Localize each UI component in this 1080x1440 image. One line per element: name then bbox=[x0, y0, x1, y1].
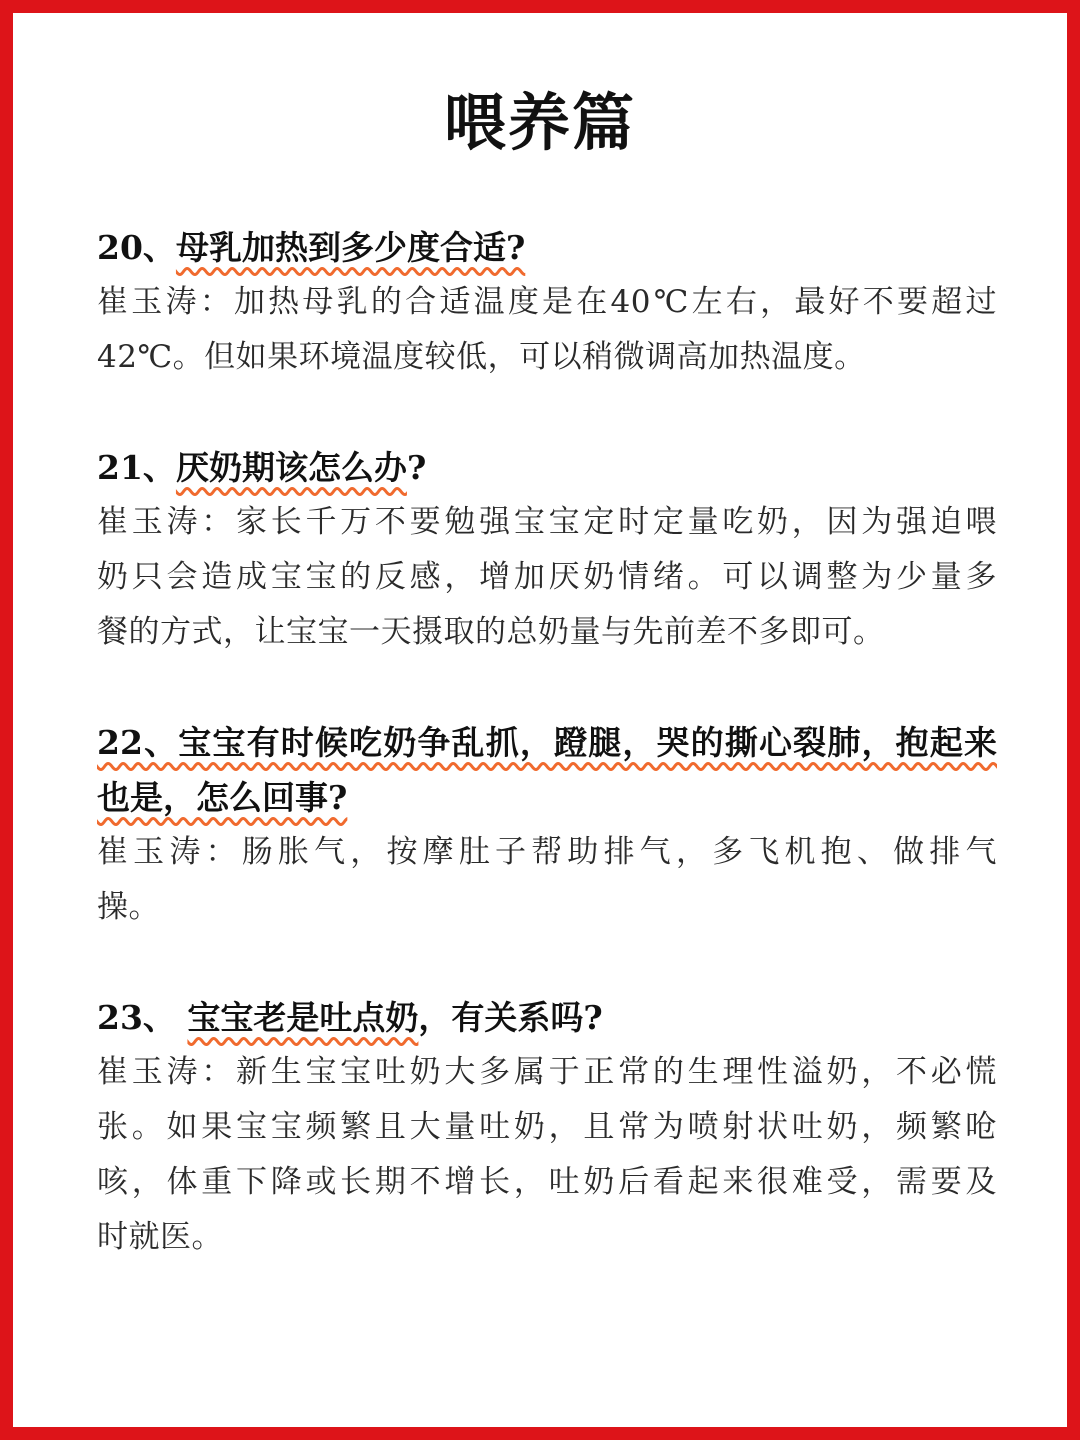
question-highlight: 也是，怎么回事? bbox=[97, 778, 348, 817]
question-21 bbox=[97, 440, 997, 495]
question-number: 23、 bbox=[97, 998, 188, 1037]
qa-item-23 bbox=[97, 990, 997, 1265]
answer-line: 42℃。但如果环境温度较低，可以稍微调高加热温度。 bbox=[97, 339, 866, 375]
answer-line: 操。 bbox=[97, 889, 160, 925]
question-tail: ? bbox=[505, 228, 526, 267]
answer-line: 奶只会造成宝宝的反感，增加厌奶情绪。可以调整为少量多 bbox=[97, 559, 997, 595]
answer-line: 崔玉涛：加热母乳的合适温度是在40℃左右，最好不要超过 bbox=[97, 284, 997, 320]
answer-line: 崔玉涛：家长千万不要勉强宝宝定时定量吃奶，因为强迫喂 bbox=[97, 504, 997, 540]
answer-20 bbox=[97, 275, 997, 385]
question-tail: ，有关系吗? bbox=[418, 998, 603, 1037]
answer-21 bbox=[97, 495, 997, 660]
qa-item-22 bbox=[97, 715, 997, 935]
answer-line: 时就医。 bbox=[97, 1219, 223, 1255]
question-highlight: 厌奶期该怎么办 bbox=[175, 448, 407, 487]
question-tail: ? bbox=[406, 448, 427, 487]
page-title: 喂养篇 bbox=[443, 86, 636, 159]
question-highlight: 宝宝老是吐点奶 bbox=[187, 998, 419, 1037]
answer-line: 崔玉涛：肠胀气，按摩肚子帮助排气，多飞机抱、做排气 bbox=[97, 834, 997, 870]
answer-line: 咳，体重下降或长期不增长，吐奶后看起来很难受，需要及 bbox=[97, 1164, 997, 1200]
answer-22 bbox=[97, 825, 997, 935]
question-20 bbox=[97, 220, 997, 275]
question-22-line-1 bbox=[97, 715, 997, 770]
qa-item-20 bbox=[97, 220, 997, 385]
answer-line: 餐的方式，让宝宝一天摄取的总奶量与先前差不多即可。 bbox=[97, 614, 885, 650]
question-number: 20、 bbox=[97, 228, 176, 267]
answer-line: 崔玉涛：新生宝宝吐奶大多属于正常的生理性溢奶，不必慌 bbox=[97, 1054, 997, 1090]
question-highlight: 母乳加热到多少度合适 bbox=[175, 228, 506, 267]
answer-23 bbox=[97, 1045, 997, 1265]
answer-line: 张。如果宝宝频繁且大量吐奶，且常为喷射状吐奶，频繁呛 bbox=[97, 1109, 997, 1145]
question-23 bbox=[97, 990, 997, 1045]
qa-item-21 bbox=[97, 440, 997, 660]
question-number: 21、 bbox=[97, 448, 176, 487]
question-22-line-2 bbox=[97, 770, 997, 825]
question-highlight: 22、宝宝有时候吃奶争乱抓，蹬腿，哭的撕心裂肺，抱起来 bbox=[97, 723, 997, 762]
